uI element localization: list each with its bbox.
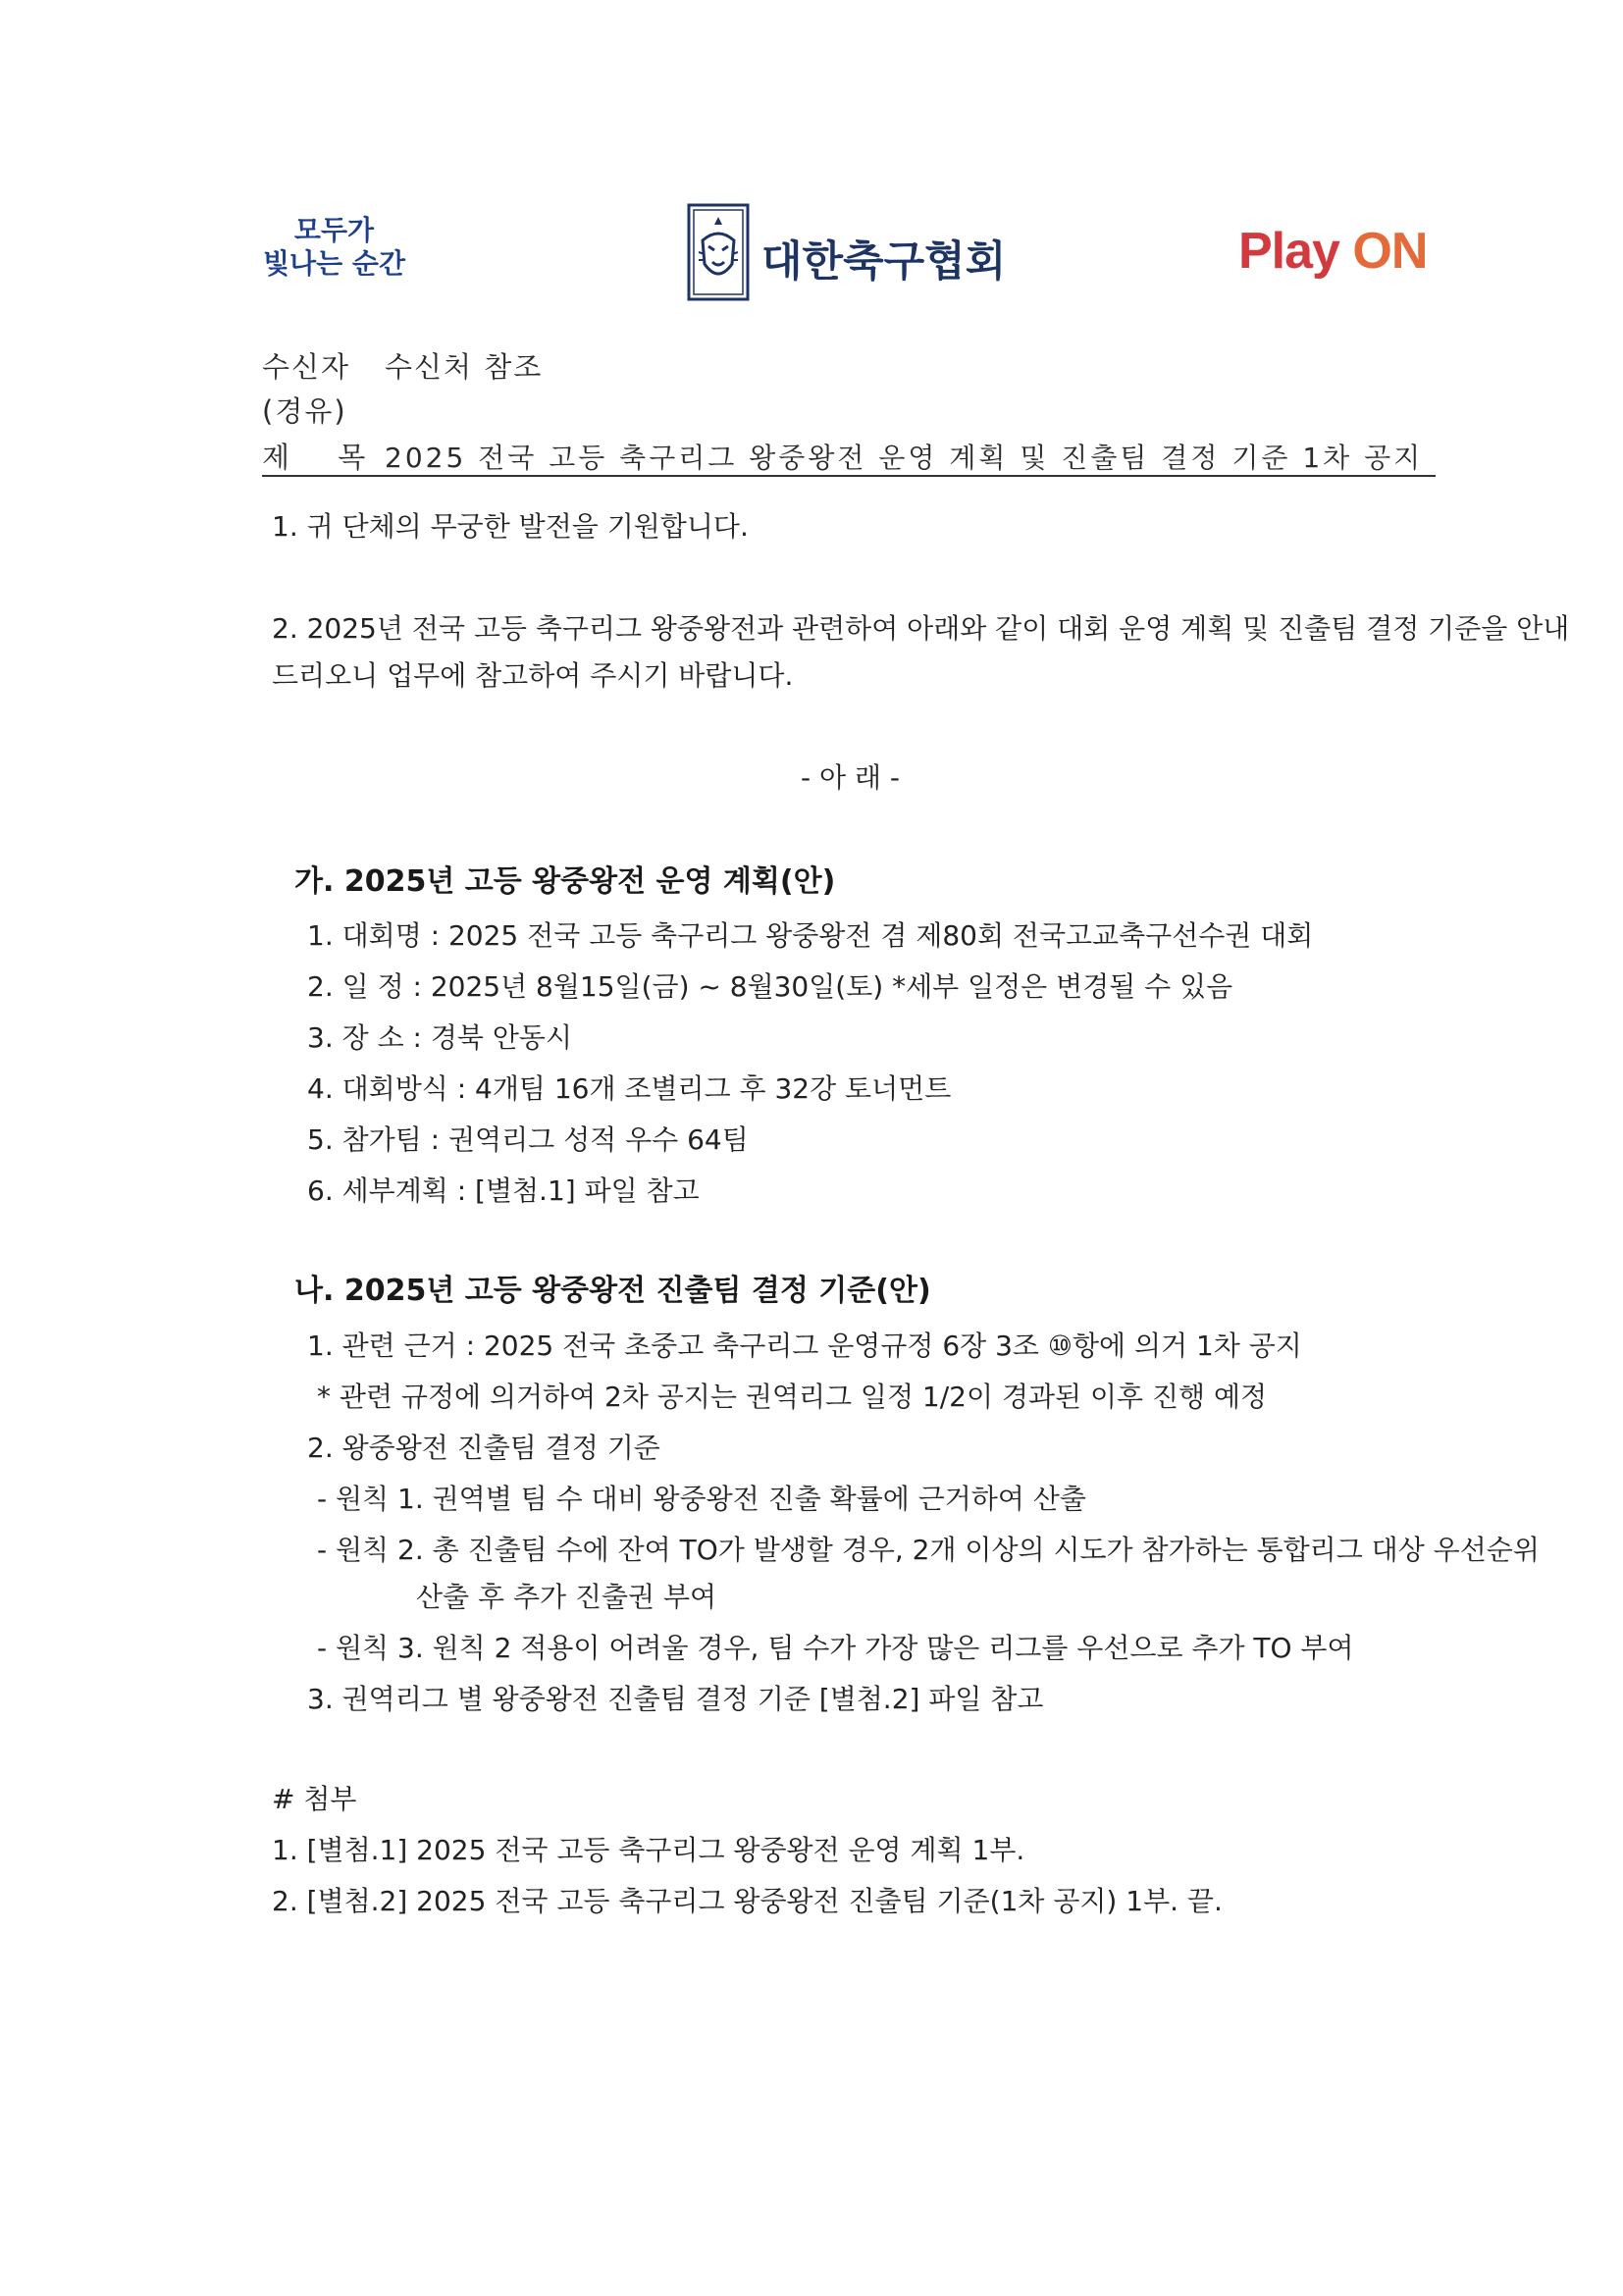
subject-value: 2025 전국 고등 축구리그 왕중왕전 운영 계획 및 진출팀 결정 기준 1차 공지 xyxy=(385,442,1424,474)
recipient-value: 수신처 참조 xyxy=(385,350,544,384)
section-ga-item-3: 3. 장 소 : 경북 안동시 xyxy=(307,1021,572,1054)
section-na-criteria-title: 2. 왕중왕전 진출팀 결정 기준 xyxy=(307,1432,660,1464)
section-na-item-3: 3. 권역리그 별 왕중왕전 진출팀 결정 기준 [별첨.2] 파일 참고 xyxy=(307,1683,1044,1715)
section-ga-item-2: 2. 일 정 : 2025년 8월15일(금) ~ 8월30일(토) *세부 일정은 변경될 수 있음 xyxy=(307,970,1233,1003)
attachments-title: # 첨부 xyxy=(272,1783,357,1815)
kfa-org-name: 대한축구협회 xyxy=(761,237,1007,287)
section-na-rule-3: - 원칙 3. 원칙 2 적용이 어려울 경우, 팀 수가 가장 많은 리그를 우선으로 추가 TO 부여 xyxy=(317,1632,1354,1664)
section-na-rule-2-line-1: - 원칙 2. 총 진출팀 수에 잔여 TO가 발생할 경우, 2개 이상의 시도가 참가하는 통합리그 대상 우선순위 xyxy=(317,1534,1540,1566)
slogan-line-2: 빛나는 순간 xyxy=(263,247,405,280)
play-on-on: ON xyxy=(1352,223,1428,280)
paragraph-1: 1. 귀 단체의 무궁한 발전을 기원합니다. xyxy=(272,510,749,543)
section-na-rule-1: - 원칙 1. 권역별 팀 수 대비 왕중왕전 진출 확률에 근거하여 산출 xyxy=(317,1483,1086,1515)
section-na-rule-2-line-2: 산출 후 추가 진출권 부여 xyxy=(416,1581,717,1613)
attachment-item-1: 1. [별첨.1] 2025 전국 고등 축구리그 왕중왕전 운영 계획 1부. xyxy=(272,1834,1025,1866)
section-na-basis-note: * 관련 규정에 의거하여 2차 공지는 권역리그 일정 1/2이 경과된 이후 진행 예정 xyxy=(317,1381,1268,1413)
play-on-logo xyxy=(1238,222,1427,281)
subject-label: 제 목 xyxy=(262,441,386,474)
paragraph-2-line-1: 2. 2025년 전국 고등 축구리그 왕중왕전과 관련하여 아래와 같이 대회 운영 계획 및 진출팀 결정 기준을 안내 xyxy=(272,612,1570,645)
below-marker: - 아 래 - xyxy=(801,761,901,794)
kfa-tiger-emblem-icon xyxy=(687,203,750,301)
via-label: (경유) xyxy=(262,394,347,428)
slogan-line-1: 모두가 xyxy=(293,214,375,246)
section-ga-item-5: 5. 참가팀 : 권역리그 성적 우수 64팀 xyxy=(307,1123,749,1156)
section-ga-item-1: 1. 대회명 : 2025 전국 고등 축구리그 왕중왕전 겸 제80회 전국고교축구선수권 대회 xyxy=(307,919,1314,952)
section-ga-heading: 가. 2025년 고등 왕중왕전 운영 계획(안) xyxy=(294,864,836,899)
header-divider xyxy=(262,475,1436,477)
recipient-label: 수신자 xyxy=(262,350,351,384)
section-na-heading: 나. 2025년 고등 왕중왕전 진출팀 결정 기준(안) xyxy=(294,1274,931,1308)
paragraph-2-line-2: 드리오니 업무에 참고하여 주시기 바랍니다. xyxy=(272,659,794,692)
section-na-basis: 1. 관련 근거 : 2025 전국 초중고 축구리그 운영규정 6장 3조 ⑩항에 의거 1차 공지 xyxy=(307,1330,1302,1362)
attachment-item-2: 2. [별첨.2] 2025 전국 고등 축구리그 왕중왕전 진출팀 기준(1차 공지) 1부. 끝. xyxy=(272,1885,1223,1917)
section-ga-item-4: 4. 대회방식 : 4개팀 16개 조별리그 후 32강 토너먼트 xyxy=(307,1072,952,1105)
slogan-logo xyxy=(263,214,405,281)
section-ga-item-6: 6. 세부계획 : [별첨.1] 파일 참고 xyxy=(307,1174,700,1207)
play-on-play: Play xyxy=(1238,223,1353,280)
